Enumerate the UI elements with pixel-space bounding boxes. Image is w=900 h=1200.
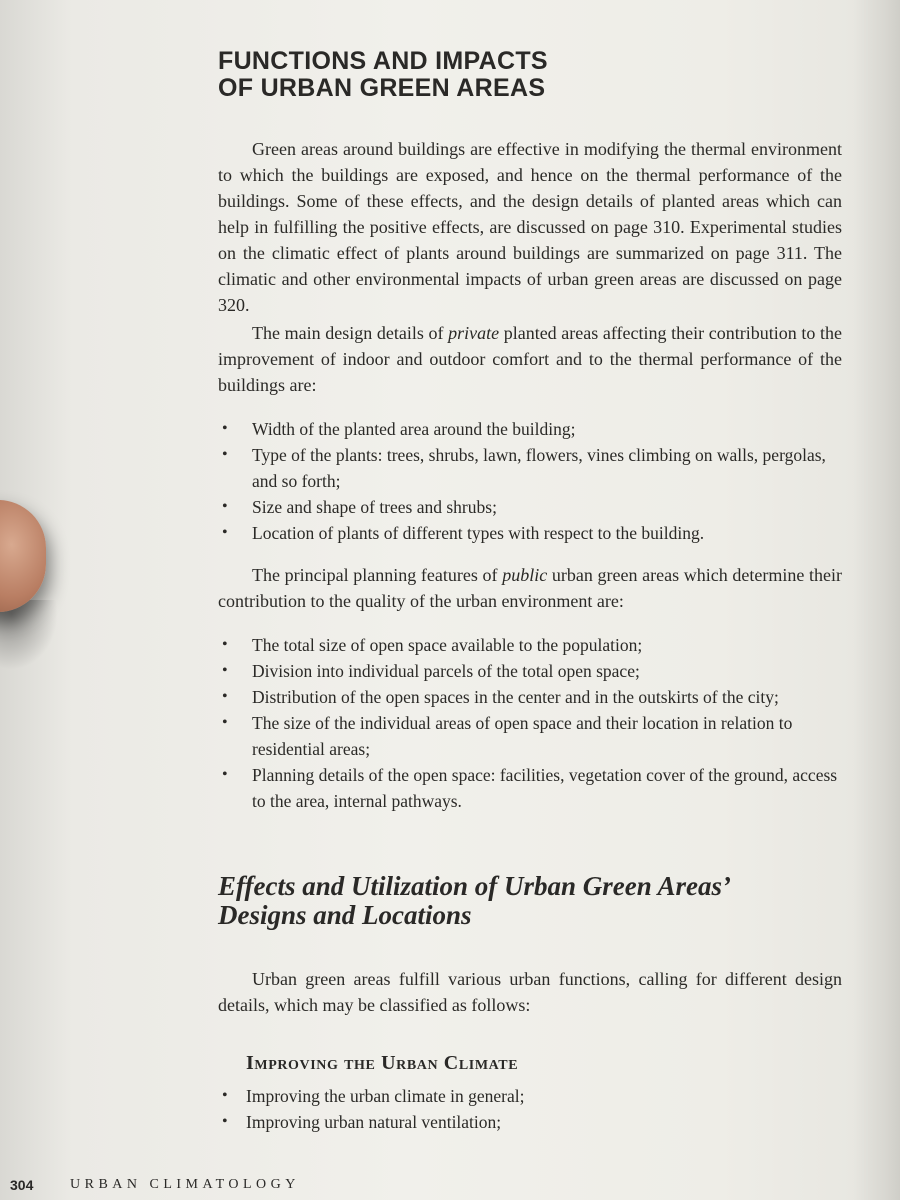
list-item-text: Distribution of the open spaces in the center and in the outskirts of the city; [252,687,779,707]
private-areas-paragraph [218,320,842,398]
list-item [218,442,842,494]
bullet-icon: • [222,714,228,731]
bullet-icon: • [222,420,228,437]
section-heading-line-1: FUNCTIONS AND IMPACTS [218,47,548,75]
list-item-text: Division into individual parcels of the total open space; [252,661,640,681]
improving-climate-subheading: Improving the Urban Climate [246,1052,519,1074]
list-item [218,416,842,442]
subsection-heading-line-1: Effects and Utilization of Urban Green Areas’ [218,871,732,901]
public-emphasis: public [502,565,548,585]
list-item-text: Location of plants of different types with respect to the building. [252,523,705,543]
list-item-text: Planning details of the open space: facilities, vegetation cover of the ground, access to the area, internal pathways. [252,765,838,811]
page-edge-shadow [852,0,900,1200]
bullet-icon: • [222,636,228,653]
bullet-icon: • [222,498,228,515]
functions-paragraph: Urban green areas fulfill various urban functions, calling for different design details, which may be classified as follows: [218,969,842,1015]
bullet-icon: • [222,1113,228,1130]
public-planning-features-list [218,632,842,814]
private-intro-before: The main design details of [252,323,449,343]
bullet-icon: • [222,446,228,463]
list-item-text: The total size of open space available to the population; [252,635,643,655]
private-emphasis: private [448,323,500,343]
private-design-details-list [218,416,842,546]
list-item [218,762,842,814]
public-intro-before: The principal planning features of [252,565,503,585]
intro-paragraph: Green areas around buildings are effective in modifying the thermal environment to which the buildings are exposed, and hence on the thermal performance of the buildings. Some of these effects, and the design details of planted areas which can help in fulfilling the positive effects, are discussed on page 310. Experimental studies on the climatic effect of plants around buildings are summarized on page 311. The climatic and other environmental impacts of urban green areas are discussed on page 320. [218,139,842,315]
list-item-text: The size of the individual areas of open space and their location in relation to residential areas; [252,713,793,759]
bullet-icon: • [222,662,228,679]
list-item-text: Size and shape of trees and shrubs; [252,497,497,517]
private-intro-after: planted areas affecting their contribution to the improvement of indoor and outdoor comfort and to the thermal performance of the buildings are: [218,323,842,395]
section-heading [218,48,842,102]
list-item [218,632,842,658]
page-number: 304 [10,1177,34,1193]
list-item [218,684,842,710]
improving-climate-list [218,1083,842,1135]
public-intro-after: urban green areas which determine their contribution to the quality of the urban environment are: [218,565,842,611]
list-item [218,1109,842,1135]
public-areas-paragraph [218,562,842,614]
thumb-holding-page [0,500,46,612]
subsection-heading-line-2: Designs and Locations [218,900,472,930]
list-item-text: Improving urban natural ventilation; [246,1112,502,1132]
running-head: URBAN CLIMATOLOGY [70,1177,300,1192]
list-item [218,494,842,520]
bullet-icon: • [222,766,228,783]
list-item [218,710,842,762]
page-content [218,48,842,1135]
list-item [218,520,842,546]
list-item-text: Width of the planted area around the building; [252,419,576,439]
page-footer [0,1177,400,1199]
subsection-heading [218,872,842,930]
bullet-icon: • [222,1087,228,1104]
bullet-icon: • [222,688,228,705]
list-item-text: Type of the plants: trees, shrubs, lawn, flowers, vines climbing on walls, pergolas, and so forth; [252,445,826,491]
list-item-text: Improving the urban climate in general; [246,1086,525,1106]
list-item [218,658,842,684]
section-heading-line-2: OF URBAN GREEN AREAS [218,74,546,102]
bullet-icon: • [222,524,228,541]
list-item [218,1083,842,1109]
